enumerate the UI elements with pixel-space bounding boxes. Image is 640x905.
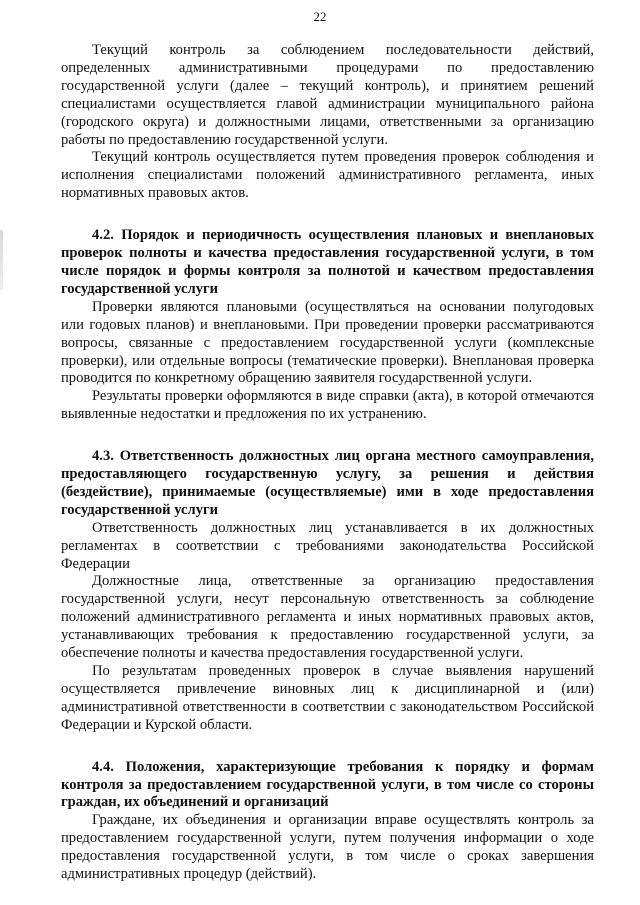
section-gap: [61, 203, 594, 227]
scan-edge-mark: [0, 230, 3, 290]
section-4-2-paragraph: Проверки являются плановыми (осуществляться на основании полугодовых или годовых планов) и внеплановыми. При проведении проверки рассматриваются вопросы, связанные с предоставлением государственной услуги (комплексные проверки), или отдельные вопросы (тематические проверки). Внеплановая проверка проводится по конкретному обращению заявителя государственной услуги.: [61, 298, 594, 387]
section-gap: [61, 735, 594, 759]
section-gap: [61, 424, 594, 448]
paragraph-current-control-method: Текущий контроль осуществляется путем проведения проверок соблюдения и исполнения специалистами положений административного регламента, иных нормативных правовых актов.: [61, 149, 594, 202]
section-4-3-paragraph: Ответственность должностных лиц устанавливается в их должностных регламентах в соответствии с требованиями законодательства Российской Федерации: [61, 519, 594, 572]
section-4-3-paragraph: По результатам проведенных проверок в случае выявления нарушений осуществляется привлечение виновных лиц к дисциплинарной и (или) административной ответственности в соответствии с законодательством Российской Федерации и Курской области.: [61, 663, 594, 733]
section-4-3-paragraph: Должностные лица, ответственные за организацию предоставления государственной услуги, несут персональную ответственность за соблюдение положений административного регламента и иных нормативных правовых актов, устанавливающих требования к предоставлению государственной услуги, за обеспечение полноты и качества предоставления государственной услуги.: [61, 573, 594, 662]
section-4-4-paragraph: Граждане, их объединения и организации вправе осуществлять контроль за предоставлением государственной услуги, путем получения информации о ходе предоставления государственной услуги, в том числе о сроках завершения административных процедур (действий).: [61, 812, 594, 883]
paragraph-current-control: Текущий контроль за соблюдением последовательности действий, определенных административными процедурами по предоставлению государственной услуги (далее – текущий контроль), и принятием решений специалистами осуществляется главой администрации муниципального района (городского округа) и должностными лицами, ответственными за организацию работы по предоставлению государственной услуги.: [61, 42, 594, 148]
section-4-4-heading: 4.4. Положения, характеризующие требования к порядку и формам контроля за предоставлением государственной услуги, в том числе со стороны граждан, их объединений и организаций: [61, 758, 594, 811]
section-4-3-heading: 4.3. Ответственность должностных лиц органа местного самоуправления, предоставляющего государственную услугу, за решения и действия (бездействие), принимаемые (осуществляемые) ими в ходе предоставления государственной услуги: [61, 448, 594, 518]
page-number: 22: [313, 9, 327, 24]
section-4-2-paragraph: Результаты проверки оформляются в виде справки (акта), в которой отмечаются выявленные недостатки и предложения по их устранению.: [61, 388, 594, 423]
section-4-2-heading: 4.2. Порядок и периодичность осуществления плановых и внеплановых проверок полноты и качества предоставления государственной услуги, в том числе порядок и формы контроля за полнотой и качеством предоставления государственной услуги: [61, 227, 594, 297]
page-content: [61, 42, 594, 884]
